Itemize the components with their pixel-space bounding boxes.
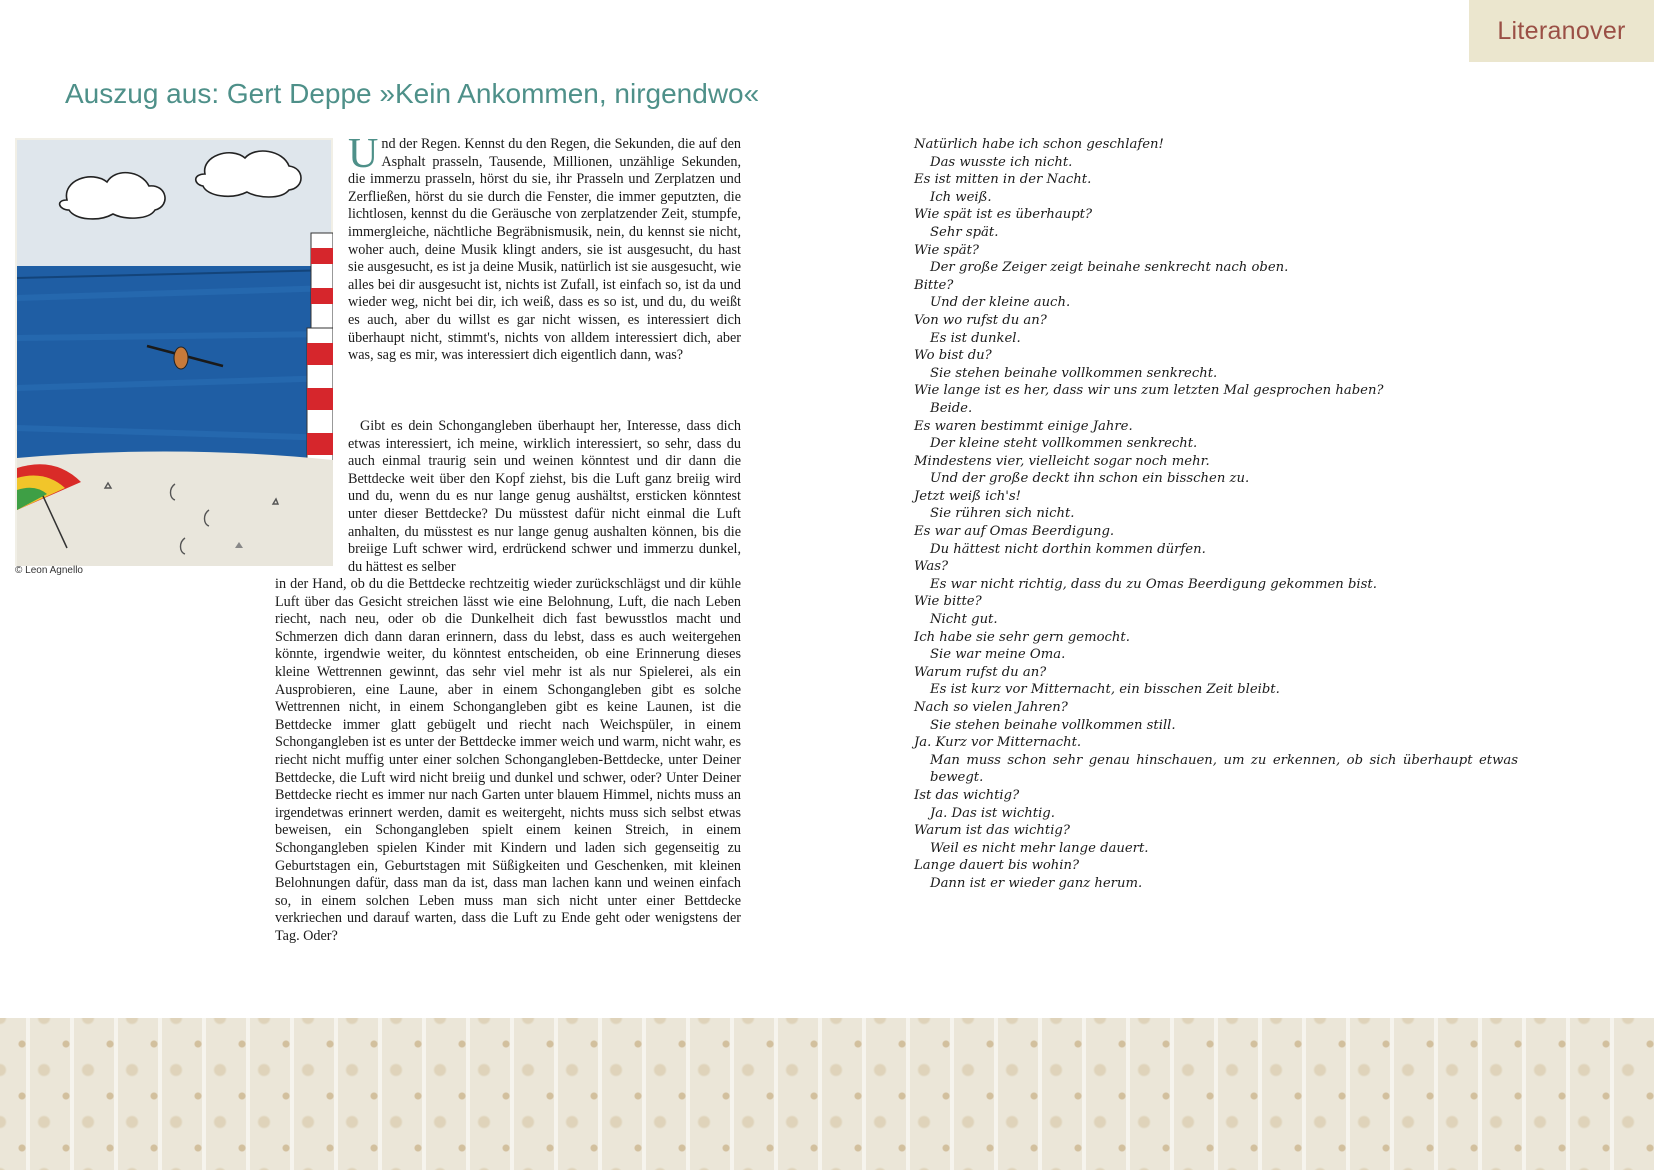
dialogue-line: Wie spät? bbox=[914, 242, 979, 258]
dialogue-line: Sie stehen beinahe vollkommen senkrecht. bbox=[930, 365, 1218, 381]
dialogue-line: Was? bbox=[914, 559, 949, 575]
beach-lighthouse-illustration bbox=[15, 138, 333, 566]
dialogue-line: Beide. bbox=[930, 400, 973, 416]
illustration-caption: © Leon Agnello bbox=[15, 565, 83, 576]
dialogue-line: Weil es nicht mehr lange dauert. bbox=[930, 840, 1149, 856]
dialogue-line: Ist das wichtig? bbox=[914, 787, 1020, 803]
dialogue-line: Sehr spät. bbox=[930, 224, 999, 240]
drop-cap: U bbox=[348, 131, 379, 177]
dialogue-line: Warum ist das wichtig? bbox=[914, 823, 1070, 839]
dialogue-line: Ja. Kurz vor Mitternacht. bbox=[914, 735, 1082, 751]
dialogue-line: Und der große deckt ihn schon ein bisschen zu. bbox=[930, 471, 1250, 487]
dialogue-line: Wie bitte? bbox=[914, 594, 982, 610]
dialogue-line: Wie spät ist es überhaupt? bbox=[914, 207, 1093, 223]
prose-paragraph-2-start: Gibt es dein Schongangleben überhaupt her, Interesse, dass dich etwas interessiert, ich meine, wirklich interessiert, so sehr, dass du auch einmal traurig sein und weinen könntest und dir dann die Bettdecke weit über den Kopf ziehst, bis die Luft ganz breiig wird und du, wenn du es nur lange genug aushältst, ersticken könntest unter dieser Bettdecke? Du müsstest dafür nicht einmal die Luft anhalten, du müsstest es nur lange genug aushalten können, bis die breiige Luft schwer wird, erdrückend schwer und immerzu dunkel, du hättest es selber bbox=[348, 418, 741, 575]
dialogue-line: Es ist dunkel. bbox=[930, 330, 1021, 346]
brand-tab bbox=[1469, 0, 1654, 62]
dialogue-line: Es ist kurz vor Mitternacht, ein bisschen Zeit bleibt. bbox=[930, 682, 1280, 698]
prose-paragraph-1-text: nd der Regen. Kennst du den Regen, die Sekunden, die auf den Asphalt prasseln, Tausende, Millionen, unzählige Sekunden, die immerzu prasseln, hörst du sie, ihr Prasseln und Zerplatzen und Zerfließen, hörst du sie durch die Fenster, die immer geputzten, die lichtlosen, kennst du die Geräusche von zerplatzender Zeit, stumpfe, immergleiche, nächtliche Begräbnismusik, nein, du kennst sie nicht, woher auch, deine Musik klingt anders, sie ist ausgesucht, du hast sie ausgesucht, es ist ja deine Musik, natürlich ist sie ausgesucht, wie alles bei dir ausgesucht ist, nichts ist Zufall, ist einfach so, ist da und wieder weg, nicht bei dir, ich weiß, dass es so ist, und du, du weißt es auch, aber du willst es gar nicht wissen, es interessiert dich überhaupt nicht, stimmt's, nichts von alldem interessiert dich, aber was, sag es mir, was interessiert dich eigentlich dann, was? bbox=[348, 136, 741, 364]
dialogue-line: Es waren bestimmt einige Jahre. bbox=[914, 418, 1133, 434]
dialogue-line: Es war nicht richtig, dass du zu Omas Beerdigung gekommen bist. bbox=[930, 576, 1377, 592]
dialogue-line: Der kleine steht vollkommen senkrecht. bbox=[930, 436, 1198, 452]
dialogue-line: Von wo rufst du an? bbox=[914, 312, 1047, 328]
dialogue-line: Man muss schon sehr genau hinschauen, um zu erkennen, ob sich überhaupt etwas bewegt. bbox=[930, 752, 1518, 786]
prose-paragraph-1 bbox=[348, 131, 741, 365]
dialogue-line: Ja. Das ist wichtig. bbox=[930, 805, 1055, 821]
dialogue-line: Ich weiß. bbox=[930, 189, 992, 205]
dialogue-line: Du hättest nicht dorthin kommen dürfen. bbox=[930, 541, 1206, 557]
dialogue-line: Das wusste ich nicht. bbox=[930, 154, 1073, 170]
dialogue-line: Der große Zeiger zeigt beinahe senkrecht nach oben. bbox=[930, 260, 1289, 276]
dialogue-line: Mindestens vier, vielleicht sogar noch mehr. bbox=[914, 453, 1210, 469]
dialogue-line: Sie rühren sich nicht. bbox=[930, 506, 1075, 522]
dialogue-line: Es war auf Omas Beerdigung. bbox=[914, 524, 1115, 540]
dialogue-line: Dann ist er wieder ganz herum. bbox=[930, 875, 1143, 891]
dialogue-line: Und der kleine auch. bbox=[930, 295, 1071, 311]
floral-wallpaper-strip bbox=[0, 1018, 1654, 1170]
dialogue-line: Ich habe sie sehr gern gemocht. bbox=[914, 629, 1130, 645]
page-title: Auszug aus: Gert Deppe »Kein Ankommen, nirgendwo« bbox=[65, 78, 760, 109]
dialogue-line: Jetzt weiß ich's! bbox=[914, 488, 1021, 504]
dialogue-line: Es ist mitten in der Nacht. bbox=[914, 172, 1092, 188]
dialogue-column bbox=[914, 136, 1518, 893]
dialogue-line: Nach so vielen Jahren? bbox=[914, 700, 1068, 715]
dialogue-line: Lange dauert bis wohin? bbox=[914, 858, 1080, 874]
dialogue-line: Sie stehen beinahe vollkommen still. bbox=[930, 717, 1176, 733]
beach bbox=[17, 451, 333, 566]
dialogue-line: Warum rufst du an? bbox=[914, 664, 1047, 680]
brand-name: Literanover bbox=[1497, 16, 1626, 45]
dialogue-line: Bitte? bbox=[914, 277, 954, 293]
dialogue-line: Natürlich habe ich schon geschlafen! bbox=[914, 137, 1164, 152]
dialogue-line: Wie lange ist es her, dass wir uns zum letzten Mal gesprochen haben? bbox=[914, 383, 1384, 399]
dialogue-line: Sie war meine Oma. bbox=[930, 647, 1066, 663]
prose-paragraph-2-continued: in der Hand, ob du die Bettdecke rechtzeitig wieder zurückschlägst und dir kühle Luft über das Gesicht streichen lässt wie eine Belohnung, Luft, die nach Leben riecht, nach neu, oder ob die Dunkelheit dich fast bewusstlos macht und Schmerzen dich dann daran erinnern, dass du lebst, dass es auch weitergehen könnte, irgendwie weiter, du könntest entscheiden, ob eine Erinnerung dieses kleine Wettrennen gewinnt, das sehr viel mehr ist als nur Spielerei, als ein Ausprobieren, eine Laune, aber in einem Schongangleben gibt es solche Wettrennen nicht, in einem Schongangleben gibt es keine Launen, ist die Bettdecke immer glatt gebügelt und riecht nach Weichspüler, in einem Schongangleben ist es unter der Bettdecke immer weich und warm, nicht wahr, es riecht nicht muffig unter einer solchen Schongangleben-Bettdecke, unter Deiner Bettdecke, die Luft wird nicht breiig und dunkel und schwer, oder? Unter Deiner Bettdecke riecht es immer nur nach Garten unter blauem Himmel, nichts muss an irgendetwas erinnert werden, damit es weitergeht, nichts muss sich selbst etwas beweisen, ein Schongangleben spielt einem keinen Streich, in einem Schongangleben spielen Kinder mit Kindern und laden sich gegenseitig zu Geburtstagen ein, Geburtstagen mit Süßigkeiten und Geschenken, mit kleinen Belohnungen dafür, dass man da ist, dass man lachen kann und weinen einfach so, in einem solchen Leben muss man sich nicht unter einer Bettdecke verkriechen und darauf warten, dass die Luft zu Ende geht oder wenigstens der Tag. Oder? bbox=[275, 576, 741, 944]
dialogue-line: Wo bist du? bbox=[914, 348, 992, 364]
dialogue-line: Nicht gut. bbox=[930, 612, 998, 628]
